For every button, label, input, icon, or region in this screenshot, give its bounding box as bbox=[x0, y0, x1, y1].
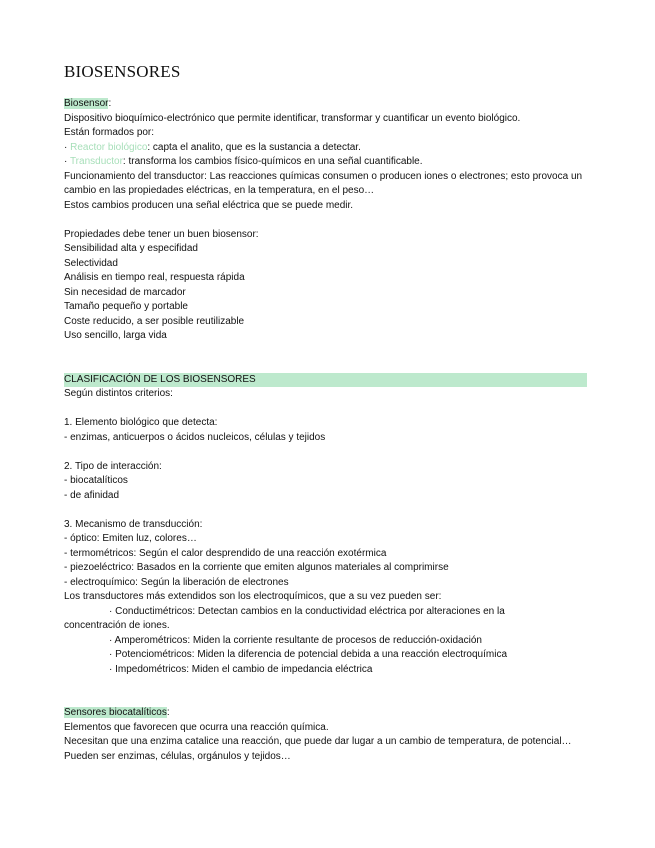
mechanism-heading: 3. Mecanismo de transducción: bbox=[64, 518, 203, 530]
interaction-item: - biocatalíticos bbox=[64, 475, 128, 486]
reactor-line bbox=[64, 141, 594, 156]
property-item: Tamaño pequeño y portable bbox=[64, 301, 188, 312]
biocatalytic-line: Pueden ser enzimas, células, orgánulos y tejidos… bbox=[64, 750, 291, 762]
classification-heading-line bbox=[64, 373, 594, 388]
property-item: Uso sencillo, larga vida bbox=[64, 330, 167, 341]
blank-line bbox=[64, 344, 594, 359]
document-body bbox=[64, 97, 594, 764]
transducer-bullet: · bbox=[64, 156, 70, 167]
transducer-line bbox=[64, 155, 594, 170]
transducer-text: : transforma los cambios físico-químicos en una señal cuantificable. bbox=[122, 156, 423, 167]
biocatalytic-line: Necesitan que una enzima catalice una reacción, que puede dar lugar a un cambio de temperatura, de potencial… bbox=[64, 736, 572, 747]
blank-line bbox=[64, 213, 594, 228]
interaction-heading: 2. Tipo de interacción: bbox=[64, 460, 162, 472]
signal-text: Estos cambios producen una señal eléctrica que se puede medir. bbox=[64, 199, 354, 211]
reactor-term: Reactor biológico bbox=[70, 141, 148, 153]
mechanism-item: - piezoeléctrico: Basados en la corriente que emiten algunos materiales al comprimirse bbox=[64, 562, 449, 573]
property-item: Coste reducido, a ser posible reutilizable bbox=[64, 315, 245, 327]
element-item: - enzimas, anticuerpos o ácidos nucleicos, células y tejidos bbox=[64, 431, 326, 443]
biosensor-heading: Biosensor bbox=[64, 98, 109, 109]
reactor-bullet: · bbox=[64, 141, 71, 153]
electrochemical-item-continuation: concentración de iones. bbox=[64, 620, 170, 631]
mechanism-item: - termométricos: Según el calor desprendido de una reacción exotérmica bbox=[64, 547, 387, 559]
biosensor-heading-line bbox=[64, 97, 594, 112]
mechanism-item: - óptico: Emiten luz, colores… bbox=[64, 533, 197, 544]
biocatalytic-heading-colon: : bbox=[166, 707, 170, 718]
reactor-text: : capta el analito, que es la sustancia a detectar. bbox=[147, 141, 361, 153]
classification-heading: CLASIFICACIÓN DE LOS BIOSENSORES bbox=[64, 373, 587, 388]
biocatalytic-heading-line bbox=[64, 706, 594, 721]
electrochemical-item: · Potenciométricos: Miden la diferencia de potencial debida a una reacción electroquímica bbox=[109, 649, 508, 660]
biosensor-heading-colon: : bbox=[108, 98, 112, 109]
property-item: Sensibilidad alta y especifidad bbox=[64, 243, 198, 254]
page-title: BIOSENSORES bbox=[64, 62, 181, 81]
blank-line bbox=[64, 445, 594, 460]
formed-by-text: Están formados por: bbox=[64, 127, 155, 138]
transducer-function-text: Funcionamiento del transductor: Las reacciones químicas consumen o producen iones o electrones; esto provoca un cambio en las propiedades eléctricas, en la temperatura, en el peso… bbox=[64, 170, 583, 196]
interaction-item: - de afinidad bbox=[64, 489, 120, 501]
biosensor-definition: Dispositivo bioquímico-electrónico que permite identificar, transformar y cuantificar un evento biológico. bbox=[64, 112, 521, 124]
blank-line bbox=[64, 358, 594, 373]
property-item: Sin necesidad de marcador bbox=[64, 286, 186, 298]
blank-line bbox=[64, 402, 594, 417]
mechanism-item: - electroquímico: Según la liberación de electrones bbox=[64, 576, 289, 588]
blank-line bbox=[64, 692, 594, 707]
criteria-text: Según distintos criterios: bbox=[64, 388, 173, 399]
blank-line bbox=[64, 677, 594, 692]
electrochemical-intro: Los transductores más extendidos son los electroquímicos, que a su vez pueden ser: bbox=[64, 591, 442, 602]
element-heading: 1. Elemento biológico que detecta: bbox=[64, 417, 218, 428]
property-item: Selectividad bbox=[64, 257, 118, 269]
electrochemical-item: · Conductimétricos: Detectan cambios en la conductividad eléctrica por alteraciones en la bbox=[109, 605, 505, 617]
blank-line bbox=[64, 503, 594, 518]
electrochemical-item: · Impedométricos: Miden el cambio de impedancia eléctrica bbox=[109, 663, 373, 675]
transducer-term: Transductor bbox=[69, 156, 123, 167]
biocatalytic-line: Elementos que favorecen que ocurra una reacción química. bbox=[64, 721, 329, 733]
electrochemical-item: · Amperométricos: Miden la corriente resultante de procesos de reducción-oxidación bbox=[109, 634, 482, 646]
property-item: Análisis en tiempo real, respuesta rápida bbox=[64, 272, 245, 283]
biocatalytic-heading: Sensores biocatalíticos bbox=[64, 707, 167, 718]
properties-heading: Propiedades debe tener un buen biosensor: bbox=[64, 228, 259, 240]
